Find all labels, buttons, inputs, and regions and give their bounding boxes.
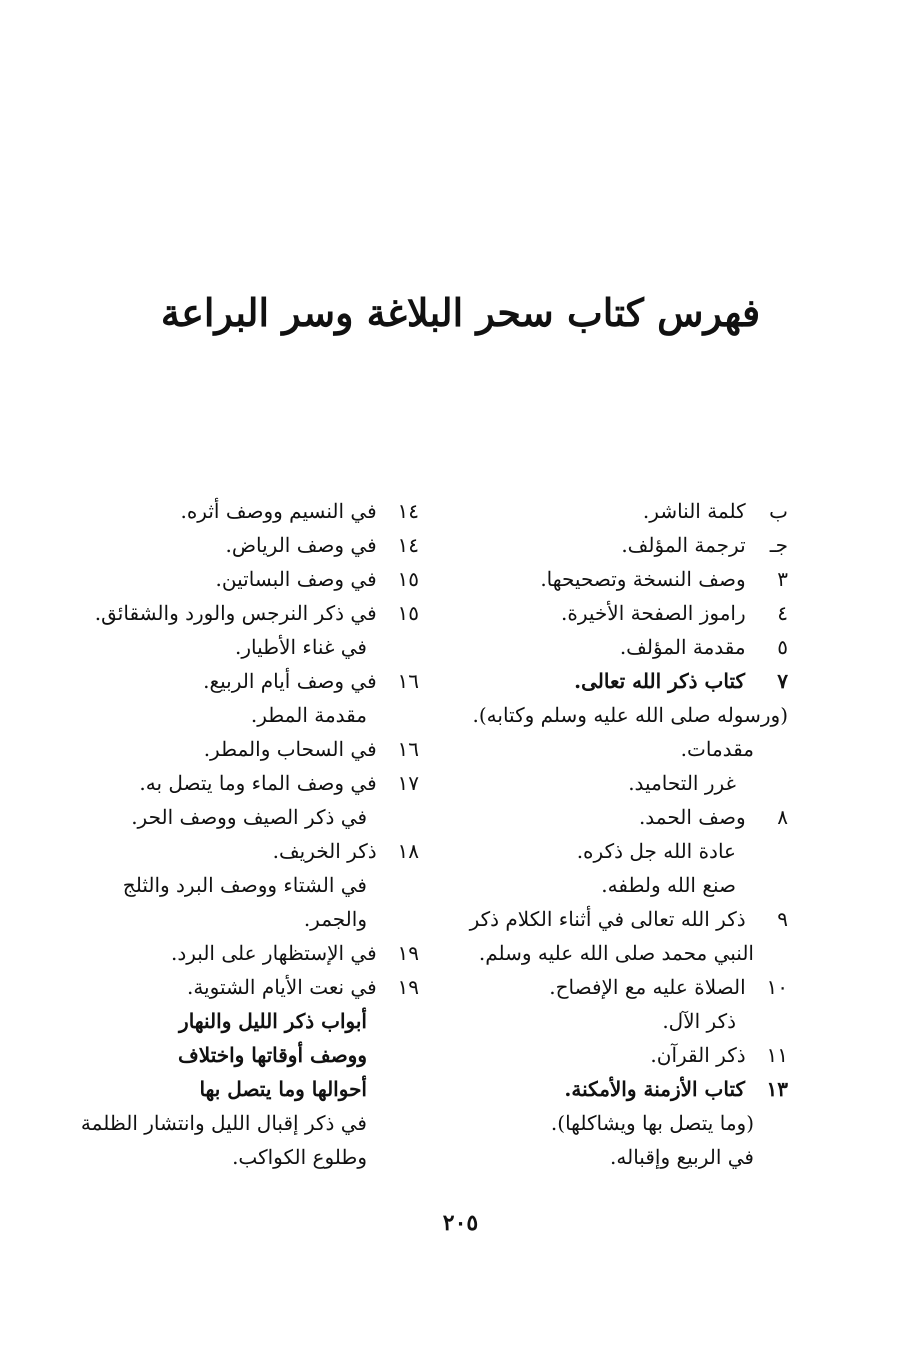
entry-text: في النسيم ووصف أثره.: [180, 499, 377, 523]
section-heading: [99, 1004, 419, 1038]
entry-text: وصف الحمد.: [638, 805, 746, 829]
page-ref: ١٦: [397, 737, 419, 761]
entry-text: أبواب ذكر الليل والنهار: [179, 1009, 367, 1033]
entry-text: كلمة الناشر.: [642, 499, 746, 523]
page-ref: ١٥: [397, 567, 419, 591]
entry-text: راموز الصفحة الأخيرة.: [561, 601, 746, 625]
page-ref: ١٩: [397, 941, 419, 965]
page-ref: ب: [769, 499, 788, 523]
list-item: [99, 494, 419, 528]
entry-text: غرر التحاميد.: [628, 771, 736, 795]
entry-text: الصلاة عليه مع الإفصاح.: [549, 975, 746, 999]
entry-text: في ذكر الصيف ووصف الحر.: [131, 805, 367, 829]
list-item: [80, 1106, 419, 1140]
entry-text: في وصف الرياض.: [225, 533, 377, 557]
page-ref: ١٦: [397, 669, 419, 693]
entry-text: ووصف أوقاتها واختلاف: [178, 1043, 367, 1067]
list-item: [448, 732, 788, 766]
list-item: [94, 596, 419, 630]
section-heading: [99, 1038, 419, 1072]
entry-text: ترجمة المؤلف.: [621, 533, 746, 557]
list-item: [99, 970, 419, 1004]
list-item: [448, 1038, 788, 1072]
entry-text: وطلوع الكواكب.: [232, 1145, 367, 1169]
list-item: [448, 970, 788, 1004]
page-ref: ٥: [777, 635, 788, 659]
page-ref: ٣: [777, 567, 788, 591]
list-item: [99, 630, 419, 664]
page-ref: ١٧: [397, 771, 419, 795]
list-item: [448, 596, 788, 630]
list-item: [448, 630, 788, 664]
page-ref: ٩: [777, 907, 788, 931]
entry-text: في ذكر إقبال الليل وانتشار الظلمة: [80, 1111, 367, 1135]
section-heading: [99, 1072, 419, 1106]
entry-text: ذكر الله تعالى في أثناء الكلام ذكر: [469, 907, 746, 931]
list-item: [99, 766, 419, 800]
list-item: [448, 1004, 788, 1038]
entry-text: عادة الله جل ذكره.: [576, 839, 736, 863]
list-item: [99, 800, 419, 834]
entry-text: ذكر القرآن.: [650, 1043, 746, 1067]
entry-text: في وصف الماء وما يتصل به.: [139, 771, 377, 795]
list-item: [448, 766, 788, 800]
page-ref: ١٥: [397, 601, 419, 625]
entry-text: صنع الله ولطفه.: [601, 873, 736, 897]
page-ref: ٧: [777, 669, 788, 693]
page-ref: ١٤: [397, 533, 419, 557]
list-item: [448, 834, 788, 868]
index-column-right: [448, 494, 788, 1174]
entry-text: والجمر.: [303, 907, 367, 931]
page-ref: ١٤: [397, 499, 419, 523]
entry-text: في غناء الأطيار.: [235, 635, 367, 659]
entry-text: مقدمات.: [680, 737, 754, 761]
page-number: ٢٠٥: [442, 1210, 479, 1236]
entry-text: أحوالها وما يتصل بها: [199, 1077, 367, 1101]
page-ref: جـ: [769, 533, 788, 557]
page-ref: ١٣: [766, 1077, 788, 1101]
list-item: [99, 1140, 419, 1174]
entry-text: في الإستظهار على البرد.: [170, 941, 377, 965]
entry-text: كتاب الأزمنة والأمكنة.: [564, 1077, 746, 1101]
entry-text: ذكر الآل.: [662, 1009, 736, 1033]
list-item: [448, 1140, 788, 1174]
list-item: [448, 868, 788, 902]
list-item: [448, 902, 788, 936]
entry-text: في الربيع وإقباله.: [610, 1145, 754, 1169]
list-item: [448, 494, 788, 528]
page-ref: ٨: [777, 805, 788, 829]
page-ref: ١٠: [766, 975, 788, 999]
entry-text: (ورسوله صلى الله عليه وسلم وكتابه).: [472, 703, 788, 727]
list-item: [99, 698, 419, 732]
entry-text: في وصف البساتين.: [215, 567, 377, 591]
entry-text: في السحاب والمطر.: [203, 737, 377, 761]
list-item: [99, 562, 419, 596]
list-item: [99, 528, 419, 562]
entry-text: مقدمة المؤلف.: [619, 635, 746, 659]
page-ref: ١٨: [397, 839, 419, 863]
entry-text: في وصف أيام الربيع.: [203, 669, 377, 693]
list-item: [99, 936, 419, 970]
entry-text: (وما يتصل بها ويشاكلها).: [550, 1111, 754, 1135]
entry-text: في نعت الأيام الشتوية.: [186, 975, 377, 999]
entry-text: مقدمة المطر.: [250, 703, 367, 727]
entry-text: في ذكر النرجس والورد والشقائق.: [94, 601, 377, 625]
page-ref: ١٩: [397, 975, 419, 999]
list-item: [448, 528, 788, 562]
page-ref: ١١: [766, 1043, 788, 1067]
list-item: [99, 664, 419, 698]
entry-text: وصف النسخة وتصحيحها.: [540, 567, 746, 591]
entry-text: في الشتاء ووصف البرد والثلج: [122, 873, 367, 897]
list-item: [99, 902, 419, 936]
list-item: [448, 1106, 788, 1140]
entry-text: ذكر الخريف.: [272, 839, 377, 863]
index-column-left: [80, 494, 419, 1174]
entry-text: النبي محمد صلى الله عليه وسلم.: [478, 941, 754, 965]
list-item: [99, 834, 419, 868]
list-item: [448, 800, 788, 834]
list-item: [448, 698, 788, 732]
list-item: [99, 868, 419, 902]
page-title: فهرس كتاب سحر البلاغة وسر البراعة: [160, 290, 761, 335]
list-item: [448, 562, 788, 596]
list-item: [448, 936, 788, 970]
entry-text: كتاب ذكر الله تعالى.: [574, 669, 746, 693]
list-item: [448, 1072, 788, 1106]
list-item: [99, 732, 419, 766]
page-ref: ٤: [777, 601, 788, 625]
list-item: [448, 664, 788, 698]
